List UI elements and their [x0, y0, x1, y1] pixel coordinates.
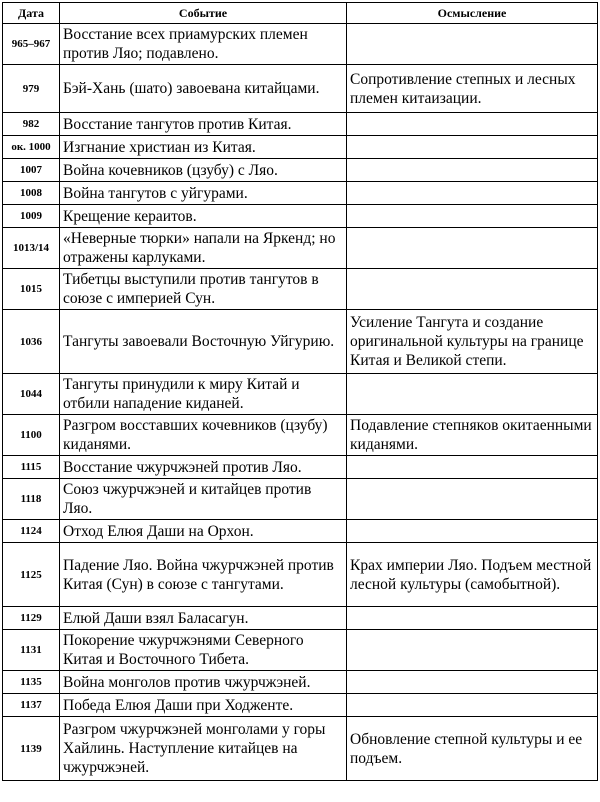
- row-event: Война тангутов с уйгурами.: [60, 182, 347, 205]
- table-row: [3, 159, 598, 182]
- row-event: Покорение чжурчжэнями Северного Китая и Восточного Тибета.: [60, 630, 347, 671]
- row-event: Разгром чжурчжэней монголами у горы Хайлинь. Наступление китайцев на чжурчжэней.: [60, 717, 347, 781]
- row-meaning: [347, 520, 598, 543]
- row-meaning: [347, 182, 598, 205]
- table-row: [3, 694, 598, 717]
- row-event: Восстание тангутов против Китая.: [60, 113, 347, 136]
- table-row: [3, 182, 598, 205]
- row-meaning: Крах империи Ляо. Подъем местной лесной культуры (самобытной).: [347, 543, 598, 607]
- column-header-date: Дата: [3, 3, 60, 24]
- row-date: 965–967: [3, 24, 60, 65]
- row-meaning: Подавление степняков окитаенными киданями.: [347, 415, 598, 456]
- row-meaning: [347, 630, 598, 671]
- row-date: 982: [3, 113, 60, 136]
- table-row: [3, 136, 598, 159]
- row-meaning: Сопротивление степных и лесных племен китаизации.: [347, 65, 598, 113]
- row-event: Победа Елюя Даши при Ходженте.: [60, 694, 347, 717]
- row-meaning: [347, 269, 598, 310]
- row-event: Восстание всех приамурских племен против Ляо; подавлено.: [60, 24, 347, 65]
- table-row: [3, 415, 598, 456]
- row-date: 1009: [3, 205, 60, 228]
- row-meaning: [347, 136, 598, 159]
- row-event: Крещение кераитов.: [60, 205, 347, 228]
- table-row: [3, 479, 598, 520]
- chronology-table: [2, 2, 598, 781]
- row-event: «Неверные тюрки» напали на Яркенд; но отражены карлуками.: [60, 228, 347, 269]
- row-date: 1036: [3, 310, 60, 374]
- row-date: 1044: [3, 374, 60, 415]
- row-event: Разгром восставших кочевников (цзубу) киданями.: [60, 415, 347, 456]
- row-date: 979: [3, 65, 60, 113]
- row-meaning: [347, 113, 598, 136]
- table-row: [3, 520, 598, 543]
- row-meaning: [347, 671, 598, 694]
- table-row: [3, 630, 598, 671]
- row-date: 1139: [3, 717, 60, 781]
- row-meaning: [347, 694, 598, 717]
- row-event: Падение Ляо. Война чжурчжэней против Китая (Сун) в союзе с тангутами.: [60, 543, 347, 607]
- row-date: 1124: [3, 520, 60, 543]
- row-date: 1015: [3, 269, 60, 310]
- row-date: 1125: [3, 543, 60, 607]
- row-date: 1007: [3, 159, 60, 182]
- row-date: 1135: [3, 671, 60, 694]
- row-date: 1129: [3, 607, 60, 630]
- row-meaning: Усиление Тангута и создание оригинальной культуры на границе Китая и Великой степи.: [347, 310, 598, 374]
- table-row: [3, 113, 598, 136]
- row-event: Тибетцы выступили против тангутов в союзе с империей Сун.: [60, 269, 347, 310]
- table-row: [3, 205, 598, 228]
- row-date: 1131: [3, 630, 60, 671]
- row-event: Война кочевников (цзубу) с Ляо.: [60, 159, 347, 182]
- row-date: 1013/14: [3, 228, 60, 269]
- row-date: 1100: [3, 415, 60, 456]
- row-event: Тангуты завоевали Восточную Уйгурию.: [60, 310, 347, 374]
- row-meaning: Обновление степной культуры и ее подъем.: [347, 717, 598, 781]
- row-meaning: [347, 24, 598, 65]
- table-row: [3, 24, 598, 65]
- table-row: [3, 269, 598, 310]
- row-meaning: [347, 479, 598, 520]
- row-meaning: [347, 205, 598, 228]
- table-row: [3, 717, 598, 781]
- row-date: ок. 1000: [3, 136, 60, 159]
- table-row: [3, 671, 598, 694]
- row-event: Отход Елюя Даши на Орхон.: [60, 520, 347, 543]
- row-event: Изгнание христиан из Китая.: [60, 136, 347, 159]
- row-meaning: [347, 456, 598, 479]
- row-meaning: [347, 159, 598, 182]
- table-row: [3, 65, 598, 113]
- row-date: 1008: [3, 182, 60, 205]
- column-header-meaning: Осмысление: [347, 3, 598, 24]
- row-event: Бэй-Хань (шато) завоевана китайцами.: [60, 65, 347, 113]
- row-date: 1115: [3, 456, 60, 479]
- column-header-event: Событие: [60, 3, 347, 24]
- row-date: 1137: [3, 694, 60, 717]
- row-event: Союз чжурчжэней и китайцев против Ляо.: [60, 479, 347, 520]
- row-meaning: [347, 374, 598, 415]
- table-row: [3, 310, 598, 374]
- table-row: [3, 374, 598, 415]
- row-event: Восстание чжурчжэней против Ляо.: [60, 456, 347, 479]
- row-meaning: [347, 228, 598, 269]
- table-row: [3, 543, 598, 607]
- table-row: [3, 228, 598, 269]
- table-row: [3, 456, 598, 479]
- row-event: Елюй Даши взял Баласагун.: [60, 607, 347, 630]
- row-date: 1118: [3, 479, 60, 520]
- row-event: Война монголов против чжурчжэней.: [60, 671, 347, 694]
- header-row: [3, 3, 598, 24]
- row-event: Тангуты принудили к миру Китай и отбили нападение киданей.: [60, 374, 347, 415]
- table-row: [3, 607, 598, 630]
- row-meaning: [347, 607, 598, 630]
